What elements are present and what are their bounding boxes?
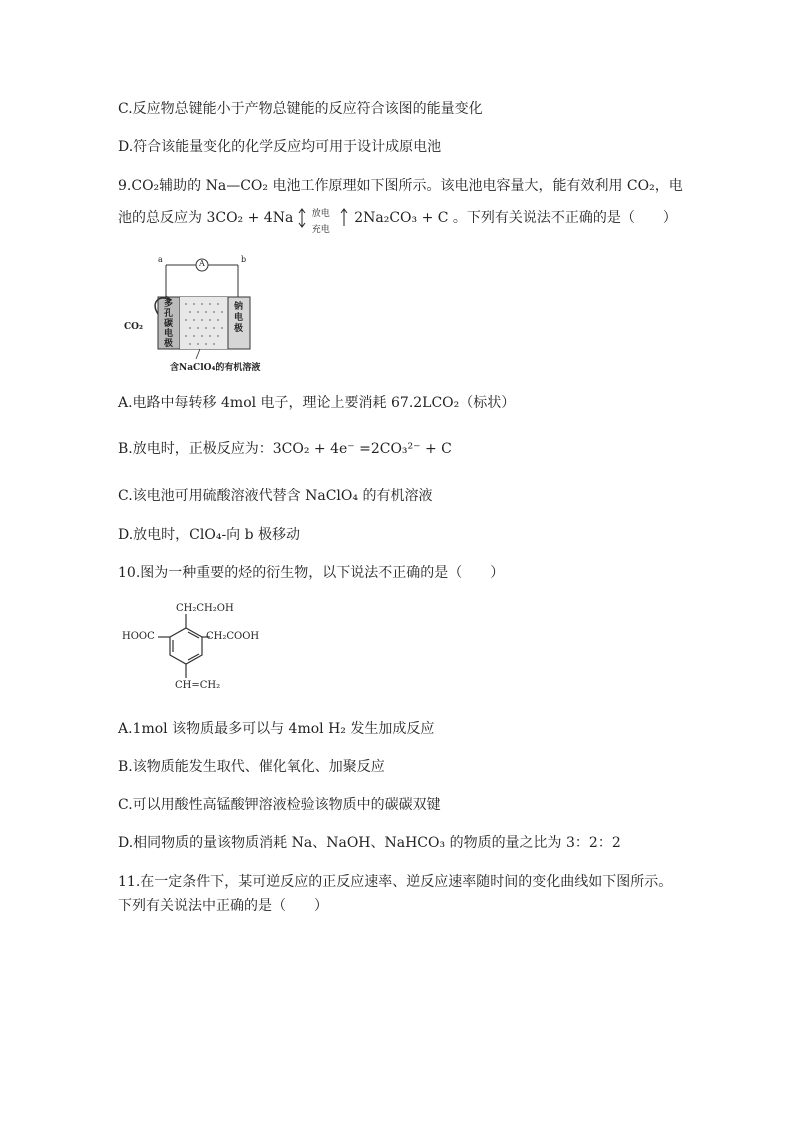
electrolyte-caption: 含NaClO₄的有机溶液 bbox=[170, 363, 261, 373]
q9-equation-left: 池的总反应为 3CO₂ + 4Na bbox=[118, 210, 294, 226]
q11-stem-line2: 下列有关说法中正确的是（ ） bbox=[118, 898, 328, 914]
q10-option-c: C.可以用酸性高锰酸钾溶液检验该物质中的碳碳双键 bbox=[118, 797, 441, 813]
substituent-right: CH₂COOH bbox=[206, 631, 260, 642]
q9-option-b: B.放电时，正极反应为：3CO₂ + 4e⁻ =2CO₃²⁻ + C bbox=[118, 441, 452, 457]
terminal-a-label: a bbox=[158, 255, 163, 264]
reversible-arrow bbox=[298, 208, 350, 235]
ammeter-label: A bbox=[199, 259, 205, 268]
q9-stem-line2 bbox=[118, 208, 677, 235]
substituent-top: CH₂CH₂OH bbox=[176, 603, 234, 614]
q10-option-d: D.相同物质的量该物质消耗 Na、NaOH、NaHCO₃ 的物质的量之比为 3：2：2 bbox=[118, 835, 621, 851]
battery-diagram bbox=[124, 252, 261, 377]
q9-equation-right: 2Na₂CO₃ + C 。下列有关说法不正确的是（ ） bbox=[354, 210, 677, 226]
substituent-left: HOOC bbox=[122, 631, 155, 642]
arrow-icon bbox=[298, 208, 350, 228]
arrow-label-charge: 充电 bbox=[311, 225, 330, 235]
porous-carbon-electrode-label: 多孔碳电极 bbox=[164, 299, 174, 349]
co2-label: CO₂ bbox=[124, 322, 143, 332]
q9-option-d: D.放电时，ClO₄-向 b 极移动 bbox=[118, 527, 301, 543]
q10-option-a: A.1mol 该物质最多可以与 4mol H₂ 发生加成反应 bbox=[118, 721, 435, 737]
q9-stem-line1: 9.CO₂辅助的 Na—CO₂ 电池工作原理如下图所示。该电池电容量大，能有效利用 CO₂，电 bbox=[118, 178, 683, 194]
q9-option-c: C.该电池可用硫酸溶液代替含 NaClO₄ 的有机溶液 bbox=[118, 488, 433, 504]
q10-option-b: B.该物质能发生取代、催化氧化、加聚反应 bbox=[118, 759, 385, 775]
terminal-b-label: b bbox=[241, 255, 247, 264]
substituent-bottom: CH=CH₂ bbox=[175, 680, 221, 691]
arrow-label-discharge: 放电 bbox=[311, 209, 330, 219]
q10-stem: 10.图为一种重要的烃的衍生物，以下说法不正确的是（ ） bbox=[118, 565, 505, 581]
sodium-electrode-label: 钠电极 bbox=[234, 302, 244, 334]
molecule-structure bbox=[118, 600, 258, 700]
option-d-prev: D.符合该能量变化的化学反应均可用于设计成原电池 bbox=[118, 139, 442, 155]
q11-stem-line1: 11.在一定条件下，某可逆反应的正反应速率、逆反应速率随时间的变化曲线如下图所示。 bbox=[118, 874, 673, 890]
q9-option-a: A.电路中每转移 4mol 电子，理论上要消耗 67.2LCO₂（标状） bbox=[118, 395, 516, 411]
option-c-prev: C.反应物总键能小于产物总键能的反应符合该图的能量变化 bbox=[118, 101, 483, 117]
